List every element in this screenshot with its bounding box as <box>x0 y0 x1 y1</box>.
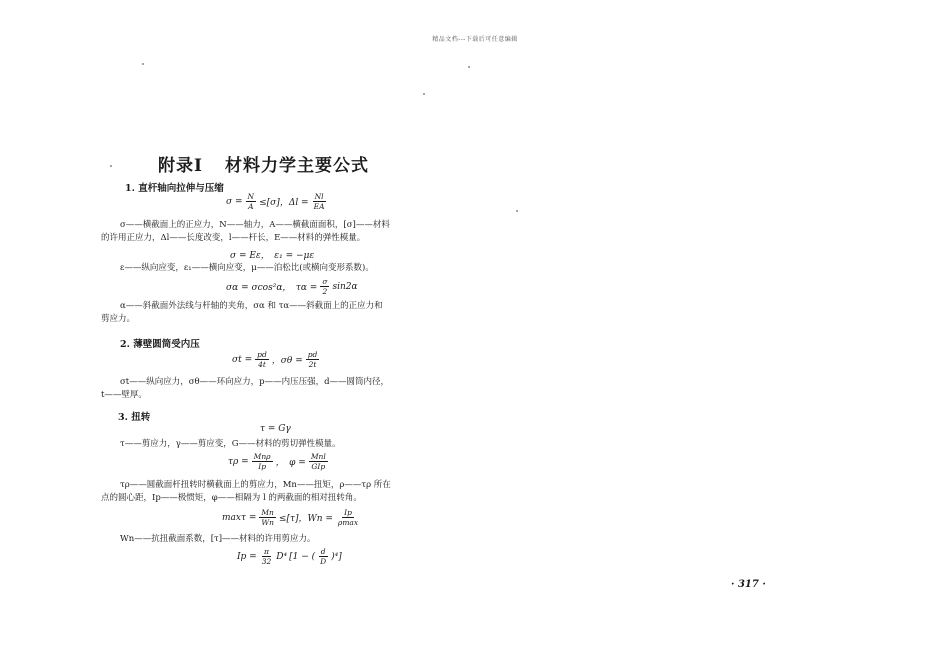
formula-thin-cylinder: σt = $\frac{pd}{4t}$ ，σθ = $\frac{pd}{2t}$ <box>232 350 318 369</box>
appendix-number: 附录Ⅰ <box>158 156 203 176</box>
speck <box>423 93 425 95</box>
formula-shear-hooke: τ = Gγ <box>260 424 291 434</box>
paragraph-line: α——斜截面外法线与杆轴的夹角，σα 和 τα——斜截面上的正应力和 <box>120 301 383 311</box>
speck <box>468 66 470 68</box>
speck <box>110 165 112 167</box>
paragraph-line: Wn——抗扭截面系数，[τ]——材料的许用剪应力。 <box>120 534 316 544</box>
paragraph-line: 的许用正应力，Δl——长度改变，l——杆长，E——材料的弹性模量。 <box>101 233 366 243</box>
appendix-subtitle: 材料力学主要公式 <box>224 156 369 176</box>
paragraph-line: σt——纵向应力，σθ——环向应力，p——内压压强，d——圆筒内径， <box>120 377 390 387</box>
paragraph-line: t——壁厚。 <box>101 390 147 400</box>
speck <box>142 63 144 65</box>
section-1-heading: 1. 直杆轴向拉伸与压缩 <box>125 183 224 194</box>
paragraph-line: 剪应力。 <box>101 314 136 324</box>
speck <box>516 210 518 212</box>
page-header: 精品文档---下载后可任意编辑 <box>432 36 518 43</box>
section-2-heading: 2. 薄壁圆筒受内压 <box>120 339 200 350</box>
paragraph-line: τ——剪应力，γ——剪应变，G——材料的剪切弹性模量。 <box>120 439 341 449</box>
appendix-title <box>158 151 369 176</box>
paragraph-line: τρ——圆截面杆扭转时横截面上的剪应力，Mn——扭矩，ρ——τρ 所在 <box>120 480 391 490</box>
paragraph-line: ε——纵向应变，ε₁——横向应变，μ——泊松比(或横向变形系数)。 <box>120 263 374 273</box>
formula-max-shear: maxτ = $\frac{Mn}{Wn}$ ≤[τ]，Wn = $\frac{Ip}{\rho\max}$ <box>222 508 359 527</box>
formula-polar-moment: Ip = $\frac{\pi}{32}$ D⁴ [1 − ( $\frac{d}{D}$ )⁴] <box>237 547 342 566</box>
paragraph-line: 点的圆心距，Ip——极惯矩，φ——相隔为 l 的两截面的相对扭转角。 <box>101 493 362 503</box>
paragraph-line: σ——横截面上的正应力，N——轴力，A——横截面面积，[σ]——材料 <box>120 220 390 230</box>
formula-hooke: σ = Eε， ε₁ = −με <box>230 251 315 261</box>
formula-torsion-stress: τρ = $\frac{\text{Mnρ}}{Ip}$ ， φ = $\frac{\text{Mnl}}{\text{GIp}}$ <box>228 452 326 471</box>
formula-axial-stress: σ = $\frac{N}{A}$ ≤[σ]，Δl = $\frac{Nl}{EA}$ <box>226 192 325 211</box>
page-number: · 317 · <box>731 579 766 590</box>
section-3-heading: 3. 扭转 <box>118 412 151 423</box>
formula-oblique-stress: σα = σcos²α， τα = $\frac{\sigma}{2}$ sin2α <box>226 277 358 296</box>
